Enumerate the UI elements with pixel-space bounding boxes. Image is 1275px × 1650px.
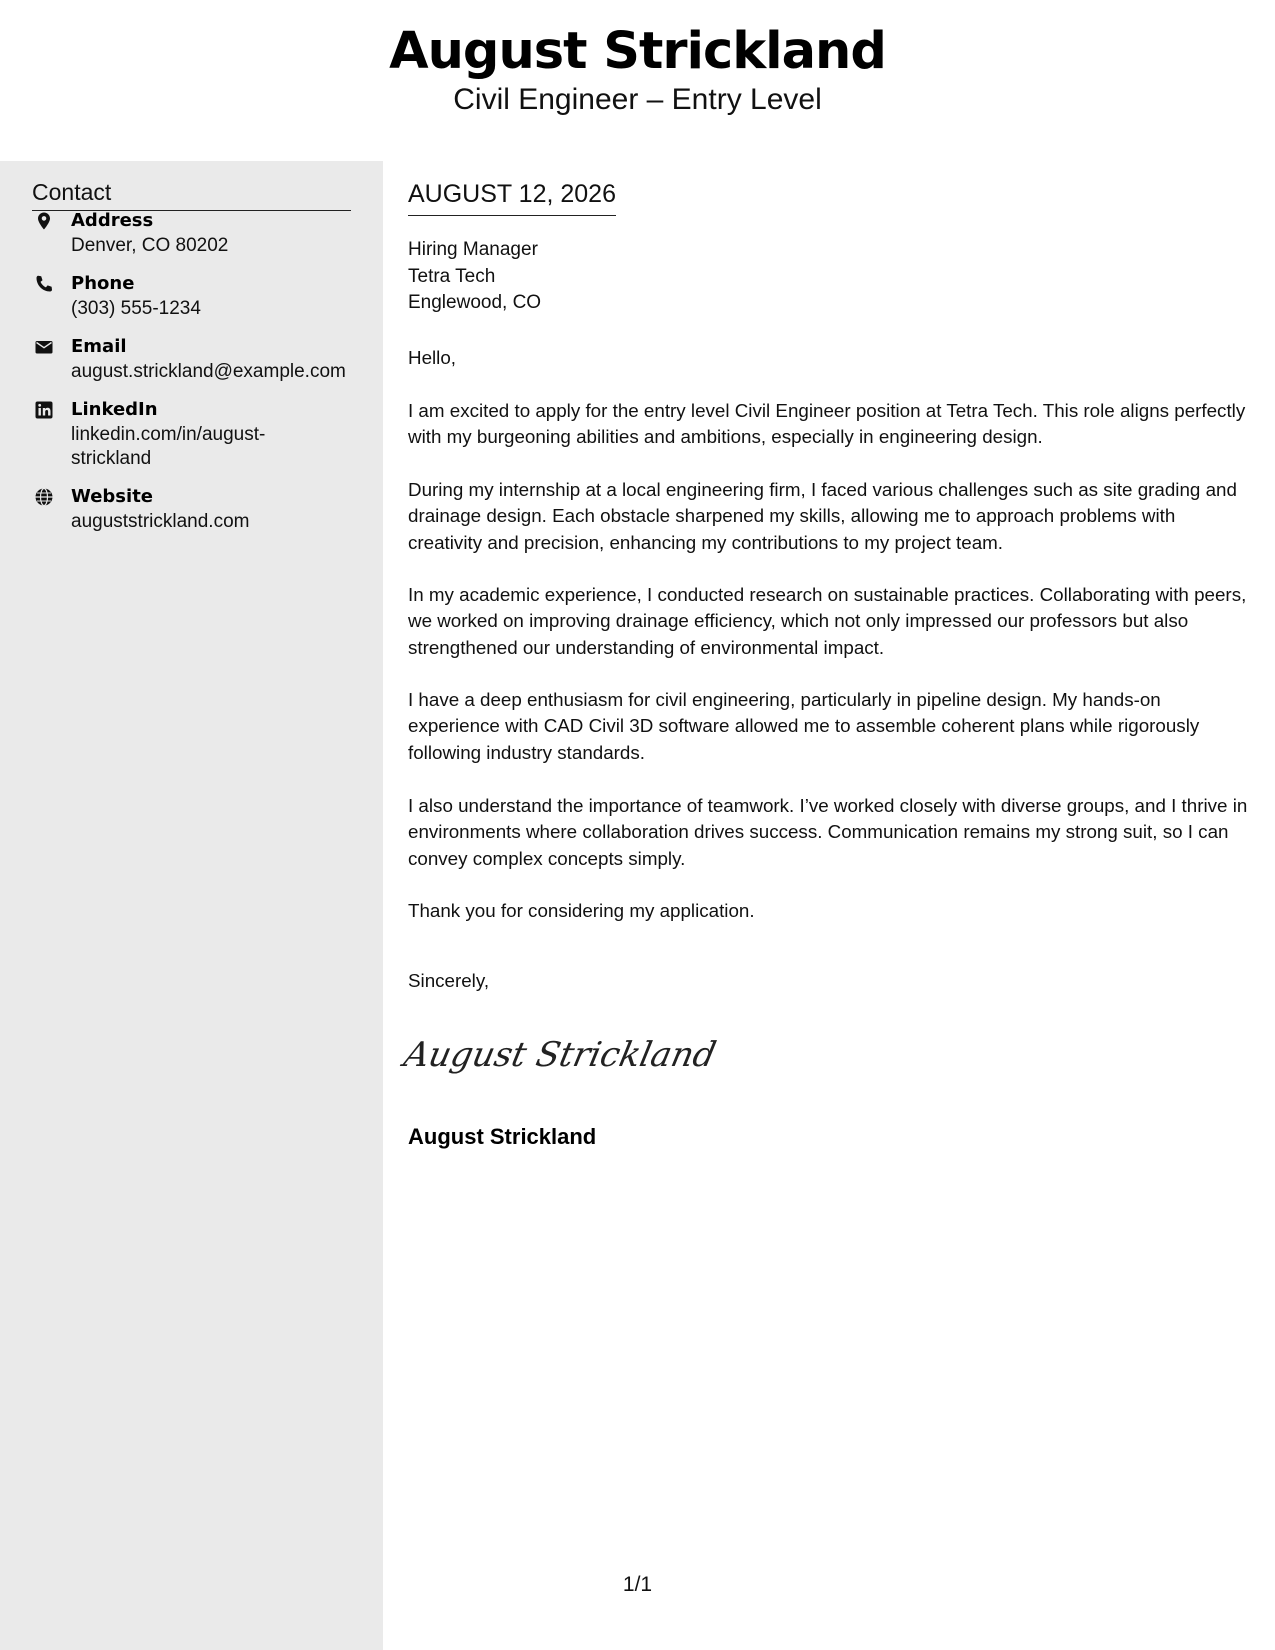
applicant-name: August Strickland: [389, 22, 886, 81]
globe-icon: [34, 487, 54, 507]
contact-label: Website: [71, 486, 154, 507]
paragraph: In my academic experience, I conducted research on sustainable practices. Collaborating with peers, we worked on improving drainage efficiency, which not only impressed our professors but also strengthened our understanding of environmental impact.: [408, 584, 1247, 658]
sign-off: Sincerely,: [408, 970, 490, 991]
recipient-block: [408, 237, 1008, 317]
recipient-line: Englewood, CO: [408, 292, 542, 313]
contact-value: linkedin.com/in/august-strickland: [71, 424, 266, 469]
contact-label: Phone: [71, 273, 135, 294]
paragraph: During my internship at a local engineering firm, I faced various challenges such as site grading and drainage design. Each obstacle sharpened my skills, allowing me to approach problems with creativity and precision, enhancing my contributions to my project team.: [408, 479, 1237, 553]
signature-text: August Strickland: [400, 1035, 720, 1075]
contact-value: auguststrickland.com: [71, 511, 250, 532]
paragraph: I have a deep enthusiasm for civil engineering, particularly in pipeline design. My hands-on experience with CAD Civil 3D software allowed me to assemble coherent plans while rigorously following industry standards.: [408, 689, 1200, 763]
greeting: Hello,: [408, 347, 457, 368]
paragraph: I also understand the importance of teamwork. I’ve worked closely with diverse groups, and I thrive in environments where collaboration drives success. Communication remains my strong suit, so I can convey complex concepts simply.: [408, 795, 1248, 869]
paragraph: I am excited to apply for the entry level Civil Engineer position at Tetra Tech. This role aligns perfectly with my burgeoning abilities and ambitions, especially in engineering design.: [408, 400, 1246, 448]
contact-label: LinkedIn: [71, 399, 158, 420]
linkedin-icon: [34, 400, 54, 420]
envelope-icon: [34, 337, 54, 357]
handwritten-signature: [400, 1030, 720, 1080]
phone-icon: [34, 274, 54, 294]
contact-value: (303) 555-1234: [71, 298, 201, 319]
recipient-line: Tetra Tech: [408, 265, 496, 287]
contact-sidebar: [0, 161, 383, 1650]
signer-name: August Strickland: [408, 1124, 597, 1149]
letter-date: AUGUST 12, 2026: [408, 178, 616, 216]
contact-value: Denver, CO 80202: [71, 235, 229, 256]
job-title: Civil Engineer – Entry Level: [453, 83, 822, 116]
contact-label: Address: [71, 210, 154, 231]
contact-label: Email: [71, 336, 127, 357]
page-number: 1/1: [622, 1573, 653, 1596]
recipient-line: Hiring Manager: [408, 239, 538, 260]
contact-heading: Contact: [32, 177, 351, 211]
map-pin-icon: [34, 211, 54, 231]
contact-value: august.strickland@example.com: [71, 361, 346, 382]
letter-header: [0, 0, 1275, 161]
closing-thanks: Thank you for considering my application.: [408, 900, 755, 921]
